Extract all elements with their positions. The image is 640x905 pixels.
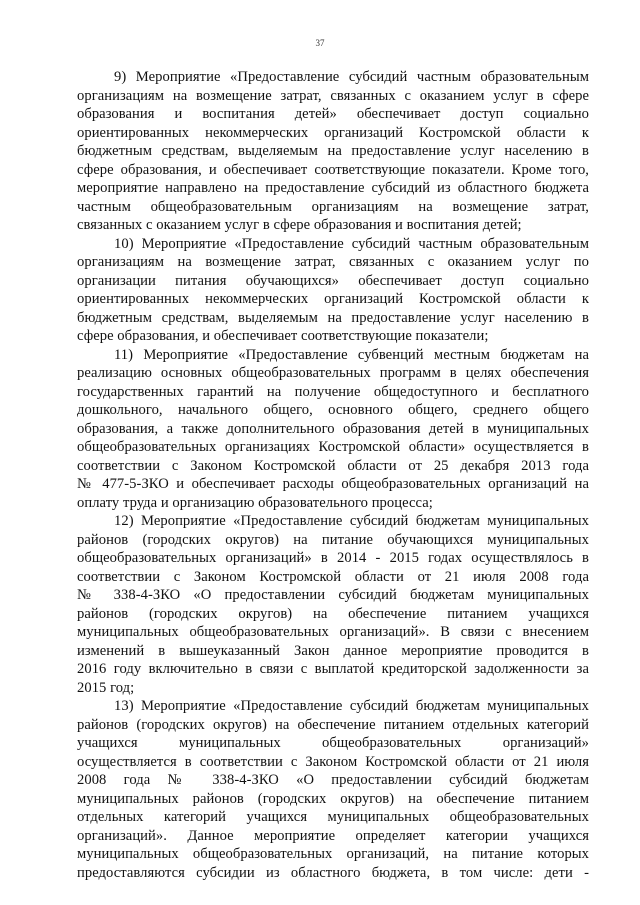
text-line: ориентированных некоммерческих организаций Костромской области к bbox=[77, 124, 589, 141]
text-line: образования, а также дополнительного образования детей в муниципальных bbox=[77, 420, 589, 437]
text-line: предоставляются субсидии из областного бюджета, в том числе: дети - bbox=[77, 864, 589, 881]
text-line: 12) Мероприятие «Предоставление субсидий бюджетам муниципальных bbox=[114, 513, 589, 529]
text-line: 11) Мероприятие «Предоставление субвенций местным бюджетам на bbox=[114, 346, 589, 363]
text-line: 10) Мероприятие «Предоставление субсидий частным образовательным bbox=[114, 235, 589, 252]
text-line: районов (городских округов) на обеспечение питанием отдельных категорий bbox=[77, 716, 589, 733]
page-number: 37 bbox=[315, 38, 325, 48]
text-line: организаций». Данное мероприятие определяет категории учащихся bbox=[77, 827, 589, 844]
text-line: оплату труда и организацию образовательного процесса; bbox=[77, 494, 433, 511]
text-line: отдельных категорий учащихся муниципальных общеобразовательных bbox=[77, 809, 589, 825]
document-body bbox=[77, 68, 589, 882]
text-line: № 477-5-ЗКО и обеспечивает расходы общеобразовательных организаций на bbox=[77, 476, 589, 492]
text-line: организациям на возмещение затрат, связанных с оказанием услуг в сфере bbox=[77, 87, 589, 104]
text-line: 9) Мероприятие «Предоставление субсидий частным образовательным bbox=[114, 69, 589, 85]
text-line: общеобразовательных организаций» в 2014 - 2015 годах осуществлялось в bbox=[77, 550, 589, 566]
text-line: соответствии с Законом Костромской области от 21 июля 2008 года bbox=[77, 568, 589, 585]
text-line: частным общеобразовательным организациям на возмещение затрат, bbox=[77, 198, 589, 215]
text-line: соответствии с Законом Костромской области от 25 декабря 2013 года bbox=[77, 457, 589, 474]
paragraph-5 bbox=[77, 697, 589, 882]
text-line: муниципальных районов (городских округов) на обеспечение питанием bbox=[77, 790, 589, 807]
text-line: учащихся муниципальных общеобразовательных организаций» bbox=[77, 735, 589, 751]
text-line: образования и воспитания детей» обеспечивает доступ социально bbox=[77, 106, 589, 122]
paragraph-1 bbox=[77, 68, 589, 235]
text-line: 13) Мероприятие «Предоставление субсидий бюджетам муниципальных bbox=[114, 698, 589, 714]
text-line: общеобразовательных организациях Костромской области» осуществляется в bbox=[77, 439, 589, 455]
text-line: изменений в вышеуказанный Закон данное мероприятие проводится в bbox=[77, 642, 589, 659]
text-line: осуществляется в соответствии с Законом Костромской области от 21 июля bbox=[77, 753, 589, 770]
paragraph-2 bbox=[77, 235, 589, 346]
text-line: ориентированных некоммерческих организаций Костромской области к bbox=[77, 291, 589, 307]
text-line: реализацию основных общеобразовательных программ в целях обеспечения bbox=[77, 365, 589, 381]
paragraph-4 bbox=[77, 512, 589, 697]
text-line: муниципальных общеобразовательных организаций, на питание которых bbox=[77, 846, 589, 862]
text-line: сфере образования, и обеспечивает соответствующие показатели. Кроме того, bbox=[77, 161, 589, 178]
text-line: бюджетным средствам, выделяемым на предоставление услуг населению в bbox=[77, 143, 589, 159]
text-line: № 338-4-ЗКО «О предоставлении субсидий бюджетам муниципальных bbox=[77, 587, 589, 603]
text-line: бюджетным средствам, выделяемым на предоставление услуг населению в bbox=[77, 309, 589, 326]
text-line: 2015 год; bbox=[77, 679, 135, 696]
text-line: государственных гарантий на получение общедоступного и бесплатного bbox=[77, 383, 589, 400]
text-line: районов (городских округов) на питание обучающихся муниципальных bbox=[77, 531, 589, 548]
text-line: 2008 года № 338-4-ЗКО «О предоставлении субсидий бюджетам bbox=[77, 772, 589, 788]
text-line: мероприятие направлено на предоставление субсидий из областного бюджета bbox=[77, 180, 589, 196]
text-line: 2016 году включительно в связи с выплатой кредиторской задолженности за bbox=[77, 661, 589, 677]
text-line: сфере образования, и обеспечивает соответствующие показатели; bbox=[77, 328, 489, 344]
text-line: районов (городских округов) на обеспечение питанием учащихся bbox=[77, 605, 589, 622]
text-line: организации питания обучающихся» обеспечивает доступ социально bbox=[77, 272, 589, 289]
text-line: муниципальных общеобразовательных организаций». В связи с внесением bbox=[77, 624, 589, 640]
text-line: дошкольного, начального общего, основного общего, среднего общего bbox=[77, 402, 589, 418]
paragraph-3 bbox=[77, 346, 589, 513]
text-line: связанных с оказанием услуг в сфере образования и воспитания детей; bbox=[77, 217, 522, 233]
text-line: организациям на возмещение затрат, связанных с оказанием услуг по bbox=[77, 254, 589, 270]
